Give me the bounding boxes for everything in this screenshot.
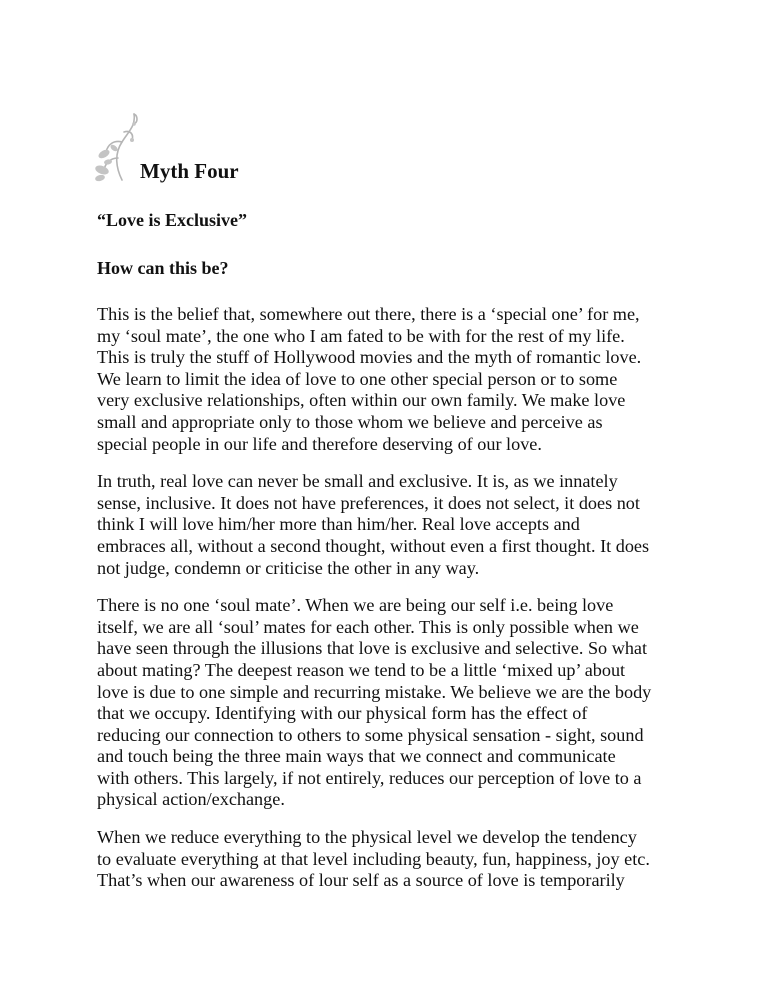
text-line: very exclusive relationships, often within our own family. We make love (97, 390, 626, 411)
text-line: physical action/exchange. (97, 789, 285, 810)
text-line: love is due to one simple and recurring mistake. We believe we are the body (97, 681, 652, 702)
text-line: have seen through the illusions that love is exclusive and selective. So what (97, 638, 648, 659)
text-line: This is truly the stuff of Hollywood movies and the myth of romantic love. (97, 347, 642, 368)
paragraph-1 (97, 304, 687, 455)
text-line: and touch being the three main ways that we connect and communicate (97, 746, 616, 767)
chapter-subtitle: “Love is Exclusive” (97, 210, 248, 230)
text-line: my ‘soul mate’, the one who I am fated to be with for the rest of my life. (97, 325, 625, 346)
paragraph-2 (97, 471, 687, 579)
floral-ornament-icon (94, 108, 144, 184)
text-line: embraces all, without a second thought, without even a first thought. It does (97, 535, 650, 556)
text-line: with others. This largely, if not entirely, reduces our perception of love to a (97, 767, 642, 788)
text-line: When we reduce everything to the physical level we develop the tendency (97, 827, 637, 848)
text-line: that we occupy. Identifying with our physical form has the effect of (97, 703, 588, 724)
text-line: We learn to limit the idea of love to one other special person or to some (97, 368, 618, 389)
text-line: There is no one ‘soul mate’. When we are being our self i.e. being love (97, 595, 614, 616)
text-line: small and appropriate only to those whom we believe and perceive as (97, 411, 603, 432)
body-text (97, 304, 687, 908)
text-line: itself, we are all ‘soul’ mates for each other. This is only possible when we (97, 616, 639, 637)
text-line: sense, inclusive. It does not have preferences, it does not select, it does not (97, 492, 640, 513)
text-line: think I will love him/her more than him/her. Real love accepts and (97, 514, 580, 535)
text-line: to evaluate everything at that level including beauty, fun, happiness, joy etc. (97, 848, 650, 869)
paragraph-4 (97, 827, 687, 892)
text-line: not judge, condemn or criticise the other in any way. (97, 557, 480, 578)
text-line: In truth, real love can never be small and exclusive. It is, as we innately (97, 471, 618, 492)
text-line: special people in our life and therefore deserving of our love. (97, 433, 542, 454)
paragraph-3 (97, 595, 687, 811)
text-line: This is the belief that, somewhere out there, there is a ‘special one’ for me, (97, 304, 640, 324)
section-heading: How can this be? (97, 258, 229, 278)
text-line: That’s when our awareness of lour self as a source of love is temporarily (97, 870, 625, 891)
chapter-title: Myth Four (140, 159, 239, 183)
text-line: reducing our connection to others to some physical sensation - sight, sound (97, 724, 644, 745)
text-line: about mating? The deepest reason we tend to be a little ‘mixed up’ about (97, 659, 626, 680)
